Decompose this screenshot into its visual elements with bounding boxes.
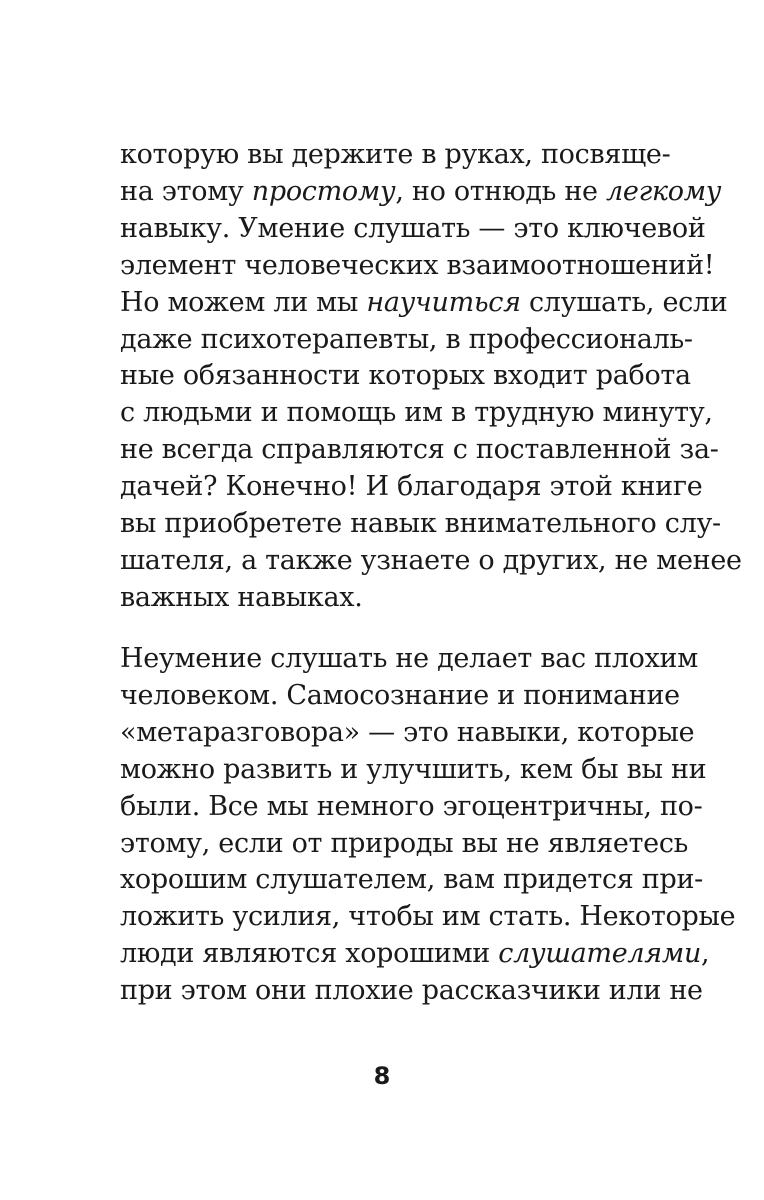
text-run: были. Все мы немного эгоцентричны, по-: [120, 790, 703, 822]
text-run: при этом они плохие рассказчики или не: [120, 975, 703, 1007]
text-line: [120, 395, 713, 431]
text-run: этому, если от природы вы не являетесь: [120, 827, 689, 859]
text-line: [120, 211, 706, 247]
text-run: ,: [701, 938, 710, 970]
text-run: ные обязанности которых входит работа: [120, 360, 691, 392]
text-line: [120, 580, 639, 616]
text-line: [120, 862, 704, 898]
text-run: вы приобретете навык внимательного слу-: [120, 508, 721, 539]
text-line: [120, 752, 707, 788]
text-run: Неумение слушать не делает вас плохим: [120, 643, 698, 674]
text-run: , но отнюдь не: [395, 175, 606, 207]
text-line: [120, 715, 695, 751]
text-line: [120, 469, 703, 505]
text-run: даже психотерапевты, в профессиональ-: [120, 323, 693, 355]
text-line: [120, 285, 728, 321]
text-line: [120, 936, 710, 972]
text-run: которую вы держите в руках, посвяще-: [120, 139, 671, 170]
text-run: хорошим слушателем, вам придется при-: [120, 864, 704, 896]
text-run: человеком. Самосознание и понимание: [120, 679, 680, 711]
text-run: люди являются хорошими: [120, 938, 499, 970]
page-number: 8: [373, 1062, 391, 1090]
italic-text-run: научиться: [366, 286, 521, 318]
text-run: шателя, а также узнаете о других, не менее: [120, 544, 742, 576]
text-run: «метаразговора» — это навыки, которые: [120, 716, 695, 748]
italic-text-run: слушателями: [498, 938, 702, 970]
text-run: с людьми и помощь им в трудную минуту,: [120, 397, 713, 429]
text-run: Но можем ли мы: [120, 286, 367, 318]
text-line: [120, 678, 680, 714]
italic-text-run: простому: [251, 175, 396, 207]
text-run: элемент человеческих взаимоотношений!: [120, 249, 715, 281]
text-line: [120, 137, 671, 173]
text-line: [120, 973, 703, 1009]
text-line: [120, 506, 721, 542]
text-run: слушать, если: [520, 286, 728, 318]
text-line: [120, 899, 736, 935]
text-run: не всегда справляются с поставленной за-: [120, 434, 719, 466]
text-line: [120, 543, 742, 579]
text-line: [120, 358, 691, 394]
text-line: [120, 789, 703, 825]
text-line: [120, 248, 715, 284]
text-run: дачей? Конечно! И благодаря этой книге: [120, 471, 703, 503]
text-run: важных навыках.: [120, 581, 363, 613]
text-run: можно развить и улучшить, кем бы вы ни: [120, 753, 707, 785]
italic-text-run: легкому: [606, 175, 722, 207]
text-run: навыку. Умение слушать — это ключевой: [120, 212, 706, 244]
text-line: [120, 174, 722, 210]
text-line: [120, 432, 719, 468]
text-line: [120, 641, 698, 677]
text-run: на этому: [120, 175, 252, 207]
text-line: [120, 322, 693, 358]
text-line: [120, 826, 689, 862]
text-run: ложить усилия, чтобы им стать. Некоторые: [120, 901, 736, 933]
